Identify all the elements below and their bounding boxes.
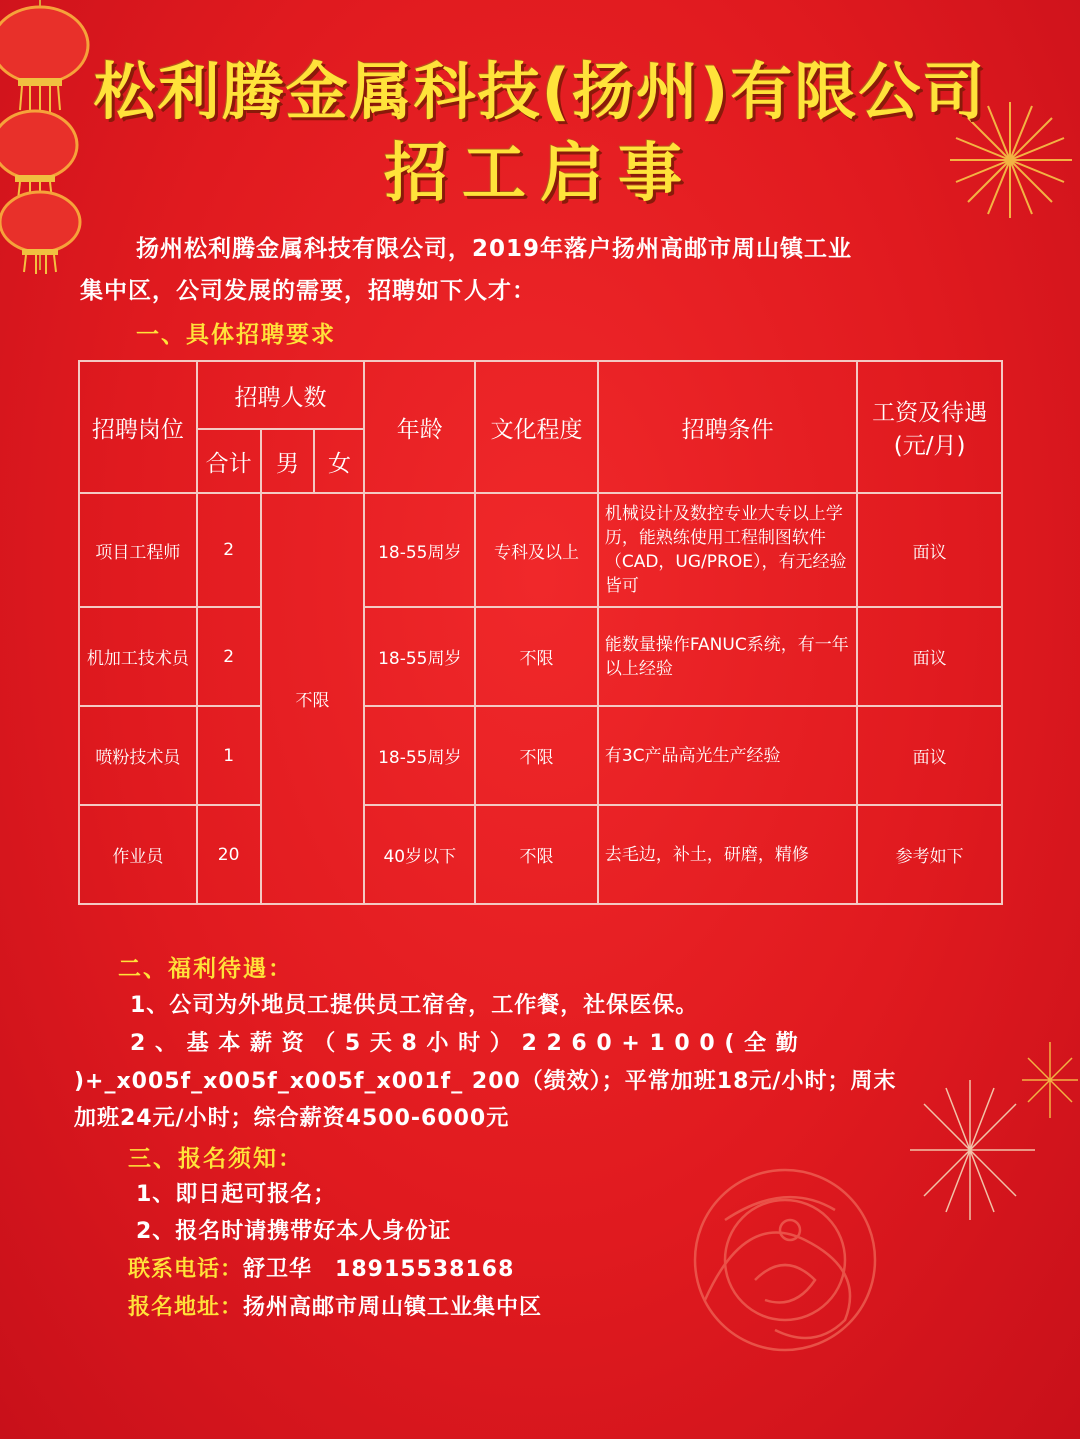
dragon-icon	[665, 1150, 905, 1370]
cell-conditions: 去毛边，补土，研磨，精修	[598, 805, 857, 904]
notice-title: 招工启事	[384, 137, 696, 211]
address-label: 报名地址：	[128, 1295, 244, 1320]
contact-phone	[128, 1252, 514, 1283]
cell-education: 不限	[475, 607, 598, 706]
cell-total: 1	[197, 706, 261, 805]
cell-total: 20	[197, 805, 261, 904]
jobs-table	[78, 360, 1003, 905]
cell-position: 喷粉技术员	[79, 706, 197, 805]
intro-line-1: 扬州松利腾金属科技有限公司，2019年落户扬州高邮市周山镇工业	[136, 236, 853, 262]
cell-salary: 面议	[857, 607, 1002, 706]
intro-line-2: 集中区，公司发展的需要，招聘如下人才：	[80, 278, 536, 304]
header-age: 年龄	[364, 361, 475, 493]
benefit-item-1: 1、公司为外地员工提供员工宿舍，工作餐，社保医保。	[130, 993, 699, 1018]
cell-salary: 面议	[857, 493, 1002, 607]
cell-conditions: 机械设计及数控专业大专以上学历，能熟练使用工程制图软件（CAD，UG/PROE），有无经验皆可	[598, 493, 857, 607]
header-education: 文化程度	[475, 361, 598, 493]
phone-label: 联系电话：	[128, 1257, 244, 1282]
section-1-heading: 一、具体招聘要求	[136, 322, 336, 348]
cell-age: 18-55周岁	[364, 607, 475, 706]
table-header-row	[79, 361, 1002, 429]
header-position: 招聘岗位	[79, 361, 197, 493]
signup-item-1: 1、即日起可报名；	[136, 1182, 337, 1207]
header-salary-line1: 工资及待遇	[872, 400, 988, 426]
header-female: 女	[314, 429, 364, 493]
table-row	[79, 706, 1002, 805]
header-male: 男	[261, 429, 315, 493]
firework-icon	[910, 1040, 1080, 1240]
cell-gender-merged: 不限	[261, 493, 365, 904]
cell-education: 专科及以上	[475, 493, 598, 607]
table-row	[79, 805, 1002, 904]
cell-age: 18-55周岁	[364, 706, 475, 805]
cell-salary: 参考如下	[857, 805, 1002, 904]
section-2-heading: 二、福利待遇：	[118, 956, 293, 982]
signup-address	[128, 1290, 542, 1321]
benefit-item-2-line-2: )+_x005f_x005f_x005f_x001f_ 200（绩效）；平常加班18元/小时；周末	[74, 1069, 897, 1094]
cell-age: 18-55周岁	[364, 493, 475, 607]
header-count: 招聘人数	[197, 361, 365, 429]
cell-conditions: 有3C产品高光生产经验	[598, 706, 857, 805]
signup-item-2: 2、报名时请携带好本人身份证	[136, 1219, 452, 1244]
header-conditions: 招聘条件	[598, 361, 857, 493]
header-total: 合计	[197, 429, 261, 493]
cell-salary: 面议	[857, 706, 1002, 805]
cell-education: 不限	[475, 805, 598, 904]
section-3-heading: 三、报名须知：	[128, 1146, 303, 1172]
benefit-item-2-line-1: 2 、 基 本 薪 资 （ 5 天 8 小 时 ） 2 2 6 0 + 1 0 0 ( 全 勤	[130, 1031, 799, 1056]
cell-position: 项目工程师	[79, 493, 197, 607]
cell-position: 作业员	[79, 805, 197, 904]
header-salary	[857, 361, 1002, 493]
header-salary-line2: (元/月)	[893, 433, 966, 459]
cell-total: 2	[197, 493, 261, 607]
cell-age: 40岁以下	[364, 805, 475, 904]
cell-conditions: 能数量操作FANUC系统，有一年以上经验	[598, 607, 857, 706]
intro-paragraph	[80, 228, 1010, 312]
company-title: 松利腾金属科技(扬州)有限公司	[93, 55, 987, 128]
phone-value: 舒卫华 18915538168	[243, 1257, 515, 1282]
cell-education: 不限	[475, 706, 598, 805]
benefit-item-2-line-3: 加班24元/小时；综合薪资4500-6000元	[74, 1106, 510, 1131]
table-row	[79, 493, 1002, 607]
table-row	[79, 607, 1002, 706]
cell-total: 2	[197, 607, 261, 706]
cell-position: 机加工技术员	[79, 607, 197, 706]
address-value: 扬州高邮市周山镇工业集中区	[243, 1295, 543, 1320]
